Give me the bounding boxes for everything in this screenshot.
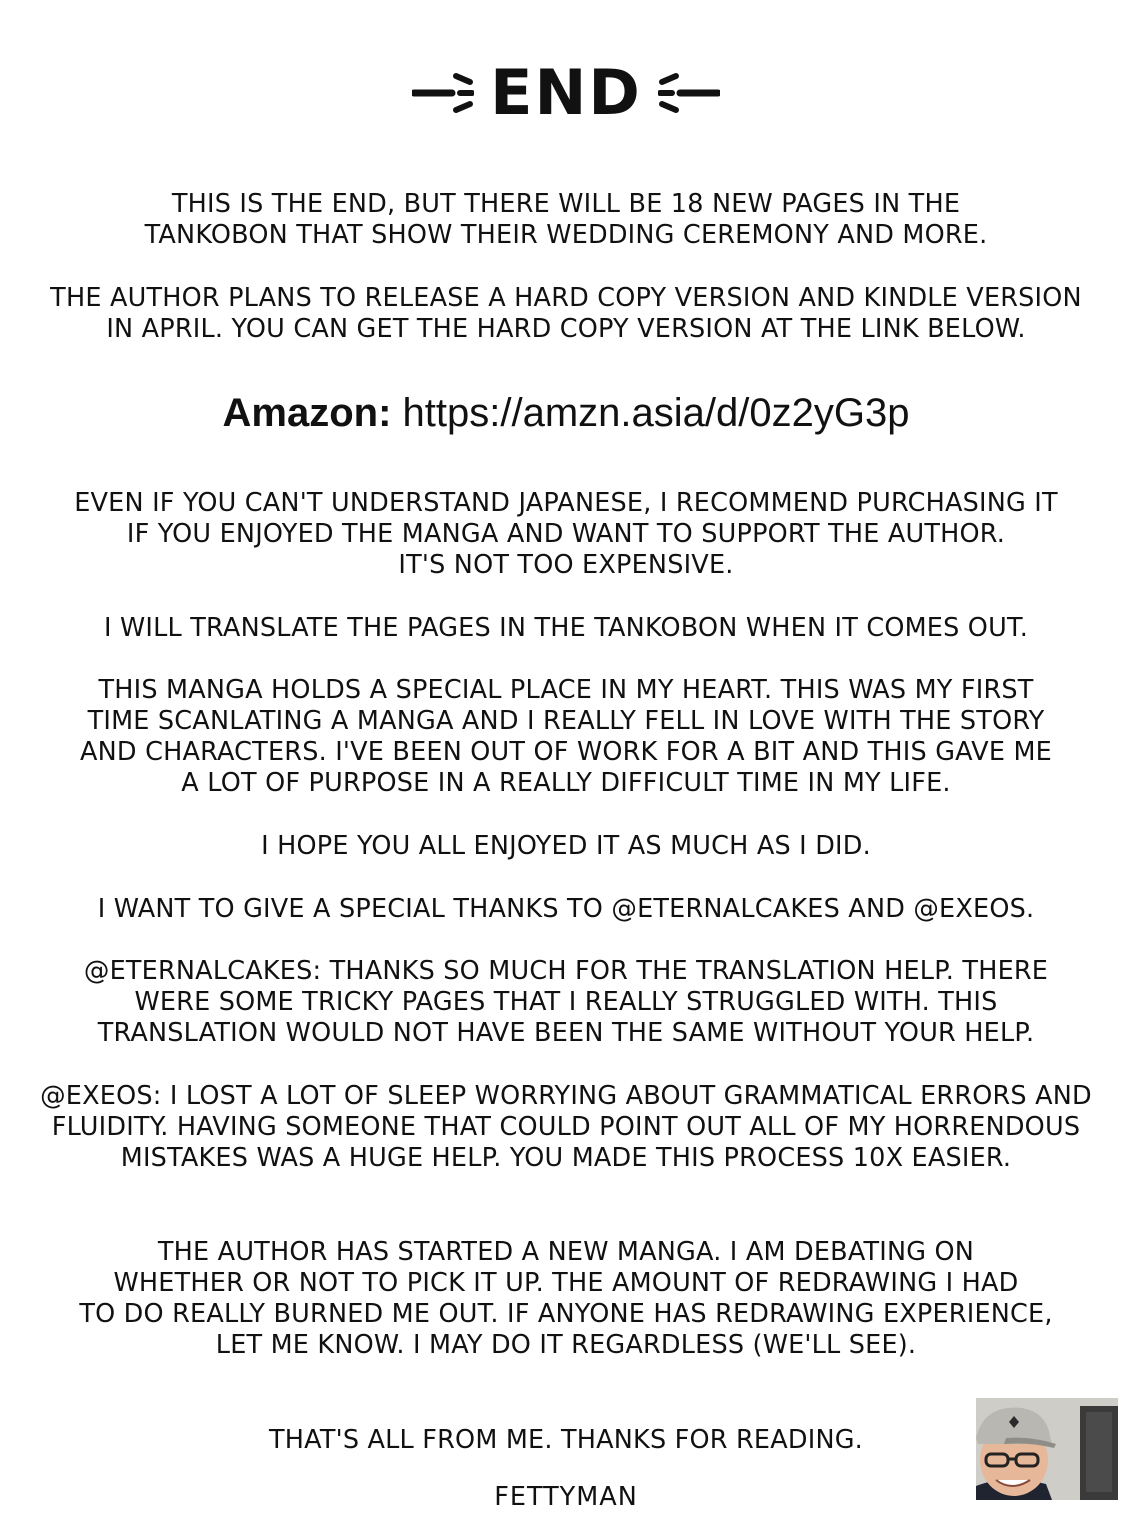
photo-illustration xyxy=(976,1398,1118,1500)
paragraph-personal-note xyxy=(0,675,1132,799)
text-line: IF YOU ENJOYED THE MANGA AND WANT TO SUPPORT THE AUTHOR. xyxy=(126,519,1006,549)
right-dash-ornament xyxy=(658,62,720,122)
title-text: END xyxy=(490,55,642,129)
text-line: TANKOBON THAT SHOW THEIR WEDDING CEREMONY AND MORE. xyxy=(144,220,988,250)
text-line: AND CHARACTERS. I'VE BEEN OUT OF WORK FOR A BIT AND THIS GAVE ME xyxy=(80,737,1052,767)
text-line: THE AUTHOR HAS STARTED A NEW MANGA. I AM DEBATING ON xyxy=(157,1237,975,1267)
text-line: EVEN IF YOU CAN'T UNDERSTAND JAPANESE, I RECOMMEND PURCHASING IT xyxy=(74,488,1058,518)
paragraph-eternalcakes xyxy=(0,956,1132,1049)
text-line: THAT'S ALL FROM ME. THANKS FOR READING. xyxy=(269,1425,863,1455)
paragraph-hope xyxy=(0,831,1132,862)
paragraph-closing xyxy=(0,1425,1132,1456)
text-line: TIME SCANLATING A MANGA AND I REALLY FELL IN LOVE WITH THE STORY xyxy=(87,706,1045,736)
text-line: TRANSLATION WOULD NOT HAVE BEEN THE SAME WITHOUT YOUR HELP. xyxy=(97,1018,1035,1048)
text-line: TO DO REALLY BURNED ME OUT. IF ANYONE HAS REDRAWING EXPERIENCE, xyxy=(79,1299,1053,1329)
text-line: THE AUTHOR PLANS TO RELEASE A HARD COPY VERSION AND KINDLE VERSION xyxy=(50,283,1082,313)
text-line: MISTAKES WAS A HUGE HELP. YOU MADE THIS PROCESS 10X EASIER. xyxy=(120,1143,1012,1173)
text-line: WERE SOME TRICKY PAGES THAT I REALLY STRUGGLED WITH. THIS xyxy=(134,987,998,1017)
text-line: THIS IS THE END, BUT THERE WILL BE 18 NEW PAGES IN THE xyxy=(171,189,961,219)
paragraph-release-plan xyxy=(0,283,1132,345)
paragraph-thanks xyxy=(0,894,1132,925)
amazon-link[interactable]: https://amzn.asia/d/0z2yG3p xyxy=(402,391,910,435)
paragraph-end-note xyxy=(0,189,1132,251)
text-line: LET ME KNOW. I MAY DO IT REGARDLESS (WE'LL SEE). xyxy=(215,1330,917,1360)
left-dash-ornament xyxy=(412,62,474,122)
paragraph-translation-plan xyxy=(0,613,1132,644)
end-title xyxy=(0,52,1132,132)
text-line: @EXEOS: I LOST A LOT OF SLEEP WORRYING ABOUT GRAMMATICAL ERRORS AND xyxy=(40,1081,1092,1111)
text-line: IN APRIL. YOU CAN GET THE HARD COPY VERSION AT THE LINK BELOW. xyxy=(106,314,1026,344)
text-line: FLUIDITY. HAVING SOMEONE THAT COULD POINT OUT ALL OF MY HORRENDOUS xyxy=(51,1112,1081,1142)
text-line: I WANT TO GIVE A SPECIAL THANKS TO @ETERNALCAKES AND @EXEOS. xyxy=(97,894,1035,924)
paragraph-exeos xyxy=(0,1081,1132,1174)
amazon-link-row xyxy=(0,388,1132,438)
text-line: THIS MANGA HOLDS A SPECIAL PLACE IN MY HEART. THIS WAS MY FIRST xyxy=(98,675,1034,705)
text-line: I WILL TRANSLATE THE PAGES IN THE TANKOBON WHEN IT COMES OUT. xyxy=(103,613,1028,643)
text-line: I HOPE YOU ALL ENJOYED IT AS MUCH AS I DID. xyxy=(261,831,871,861)
text-line: A LOT OF PURPOSE IN A REALLY DIFFICULT TIME IN MY LIFE. xyxy=(181,768,951,798)
signature: FETTYMAN xyxy=(494,1482,638,1512)
paragraph-new-manga xyxy=(0,1237,1132,1361)
paragraph-recommendation xyxy=(0,488,1132,581)
text-line: WHETHER OR NOT TO PICK IT UP. THE AMOUNT OF REDRAWING I HAD xyxy=(113,1268,1019,1298)
text-line: @ETERNALCAKES: THANKS SO MUCH FOR THE TRANSLATION HELP. THERE xyxy=(83,956,1049,986)
translator-photo xyxy=(976,1398,1118,1500)
amazon-label: Amazon: xyxy=(222,391,392,435)
text-line: IT'S NOT TOO EXPENSIVE. xyxy=(398,550,734,580)
